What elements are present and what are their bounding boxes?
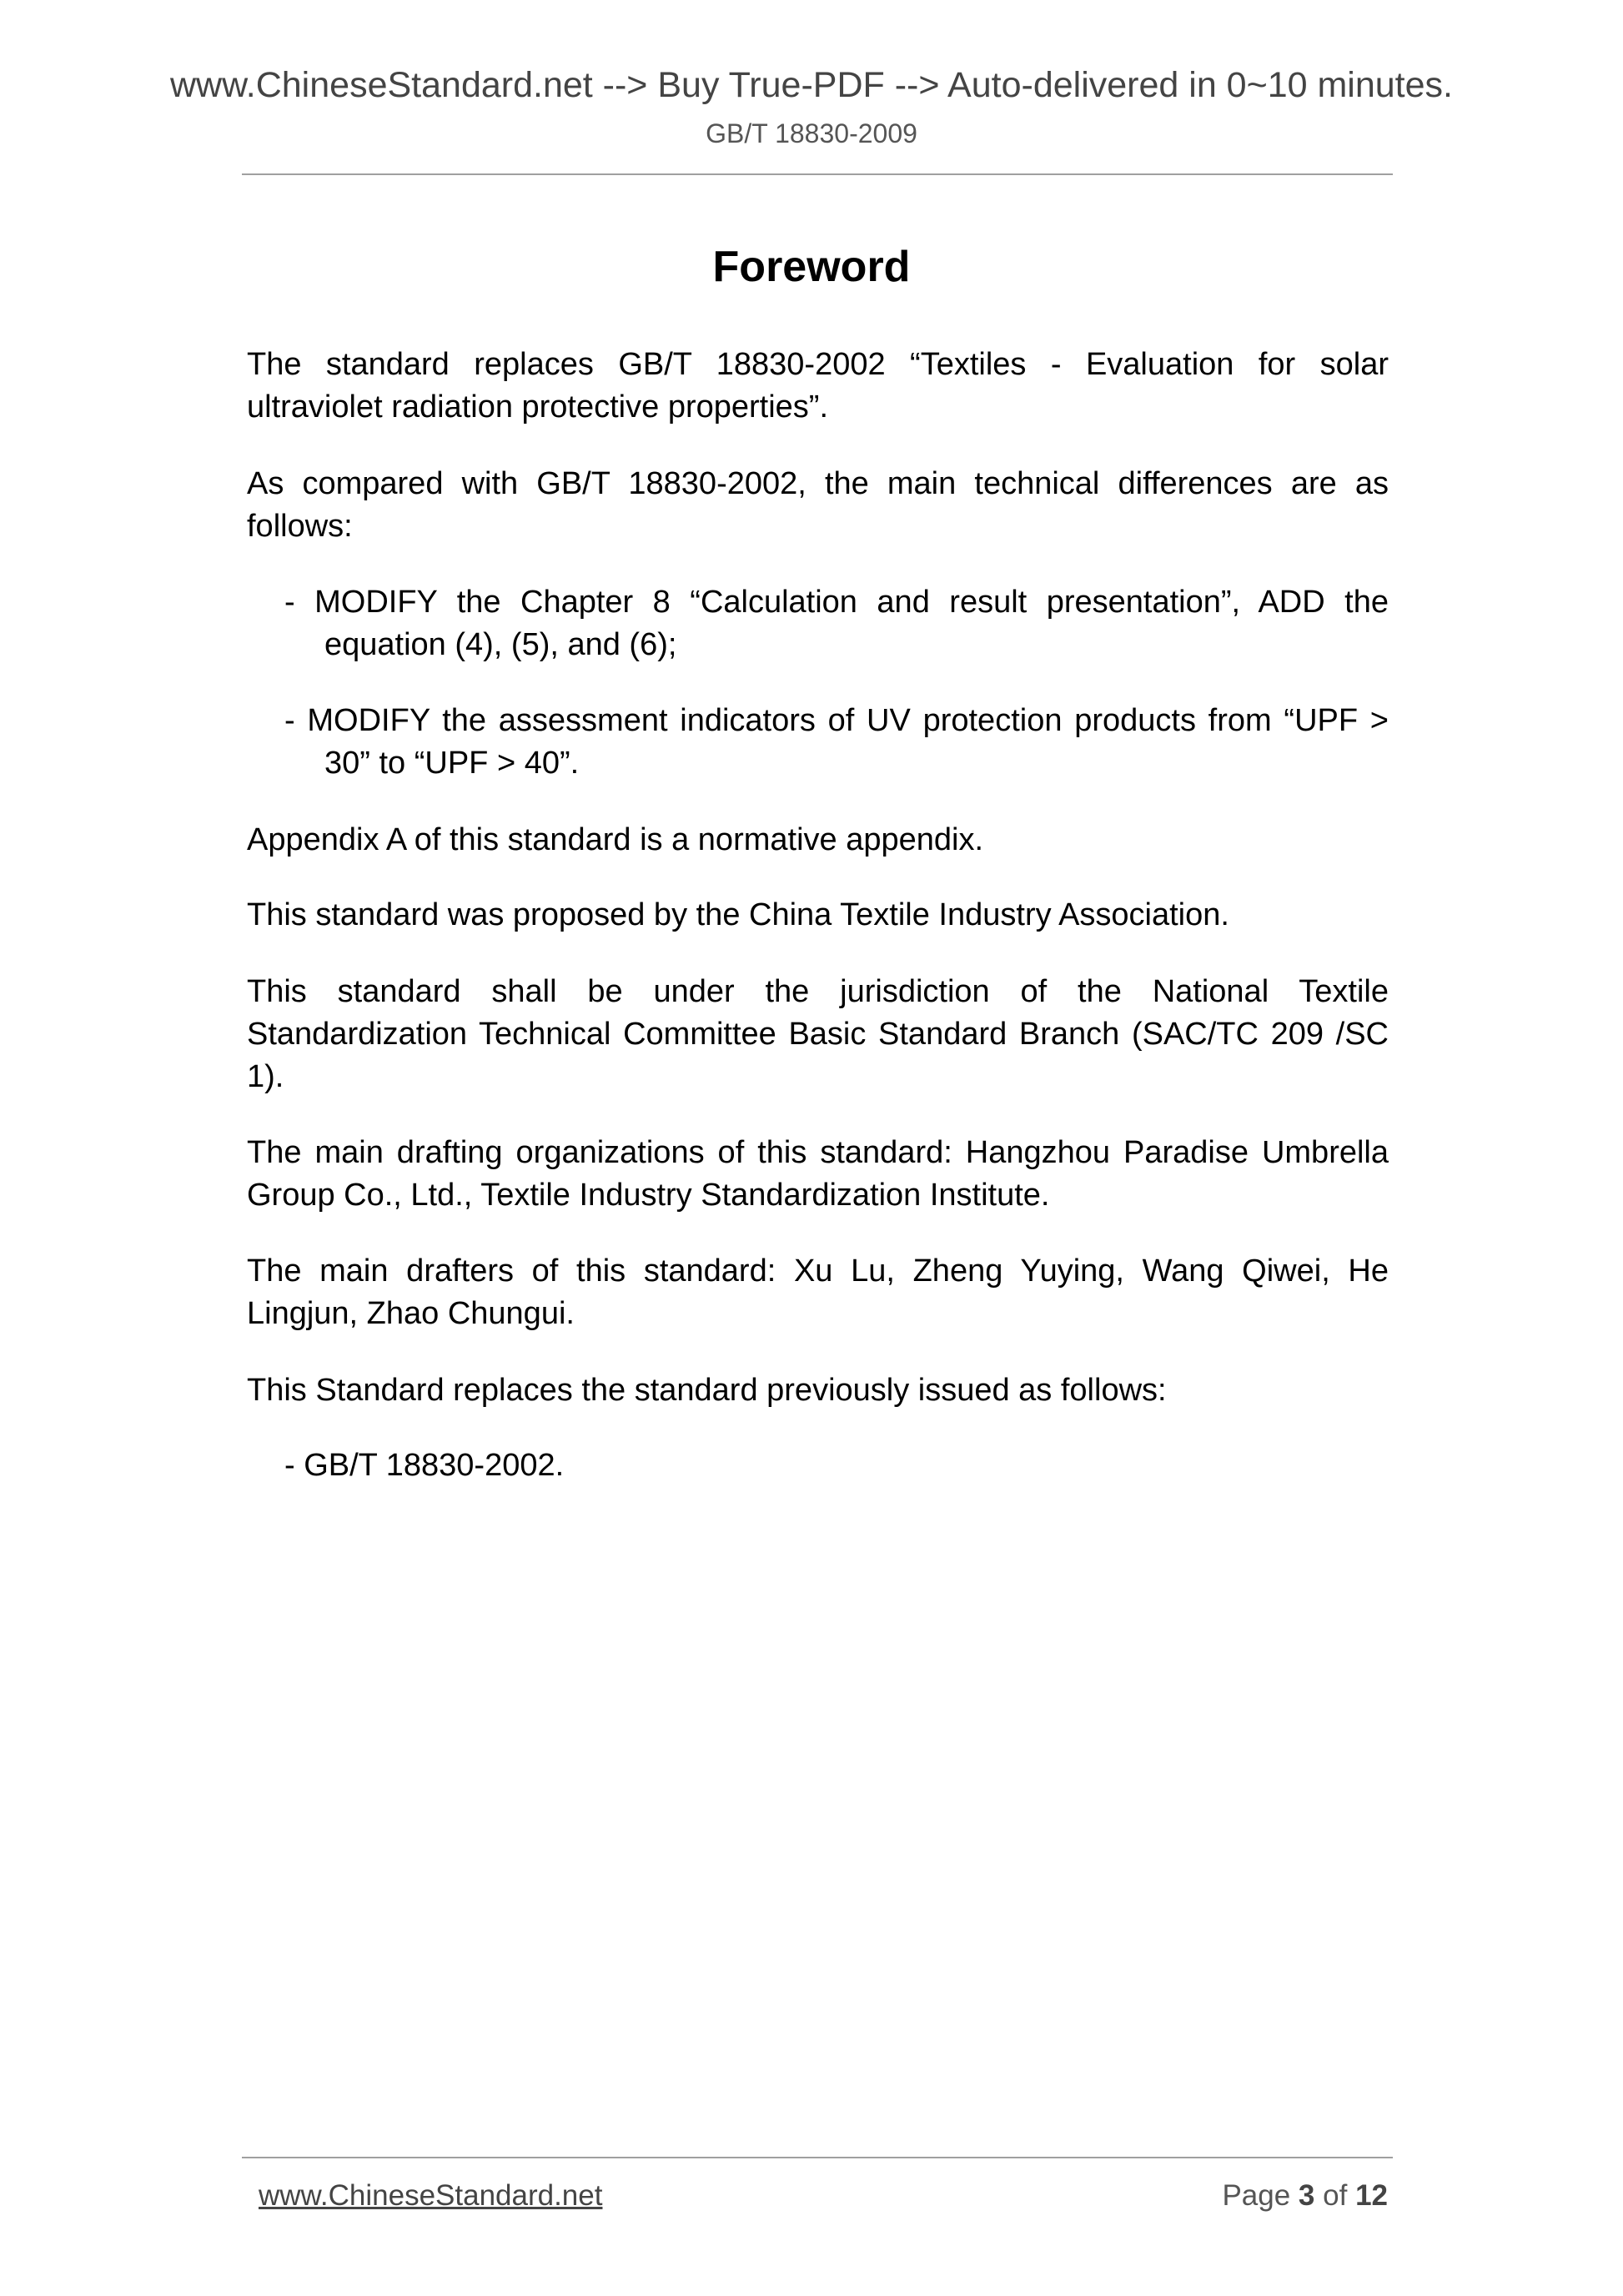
header-banner: www.ChineseStandard.net --> Buy True-PDF --> Auto-delivered in 0~10 minutes.	[169, 65, 1453, 105]
paragraph: The main drafters of this standard: Xu Lu, Zheng Yuying, Wang Qiwei, He Lingjun, Zhao Chungui.	[247, 1254, 1389, 1331]
current-page: 3	[1298, 2179, 1315, 2212]
list-item: - MODIFY the assessment indicators of UV protection products from “UPF > 30” to “UPF > 40”.	[284, 703, 1389, 781]
paragraph: As compared with GB/T 18830-2002, the main technical differences are as follows:	[247, 466, 1389, 544]
list-item: - MODIFY the Chapter 8 “Calculation and result presentation”, ADD the equation (4), (5), and (6);	[284, 585, 1389, 662]
paragraph: This standard was proposed by the China Textile Industry Association.	[247, 897, 1229, 932]
paragraph: The standard replaces GB/T 18830-2002 “Textiles - Evaluation for solar ultraviolet radiation protective properties”.	[247, 347, 1389, 425]
list-item: - GB/T 18830-2002.	[284, 1448, 565, 1483]
paragraph: The main drafting organizations of this standard: Hangzhou Paradise Umbrella Group Co., Ltd., Textile Industry Standardization Institute.	[247, 1135, 1389, 1213]
of-label: of	[1323, 2179, 1348, 2212]
page-label: Page	[1222, 2179, 1291, 2212]
footer-divider	[242, 2157, 1393, 2158]
page-number	[1222, 2179, 1388, 2213]
total-pages: 12	[1355, 2179, 1388, 2212]
page-title: Foreword	[712, 243, 911, 291]
paragraph: This standard shall be under the jurisdiction of the National Textile Standardization Technical Committee Basic Standard Branch (SAC/TC 209 /SC 1).	[247, 974, 1389, 1094]
header-divider	[242, 173, 1393, 175]
paragraph: Appendix A of this standard is a normative appendix.	[247, 822, 983, 857]
document-id: GB/T 18830-2009	[706, 118, 917, 148]
paragraph: This Standard replaces the standard previously issued as follows:	[247, 1373, 1167, 1408]
footer-website-link[interactable]: www.ChineseStandard.net	[259, 2179, 603, 2212]
